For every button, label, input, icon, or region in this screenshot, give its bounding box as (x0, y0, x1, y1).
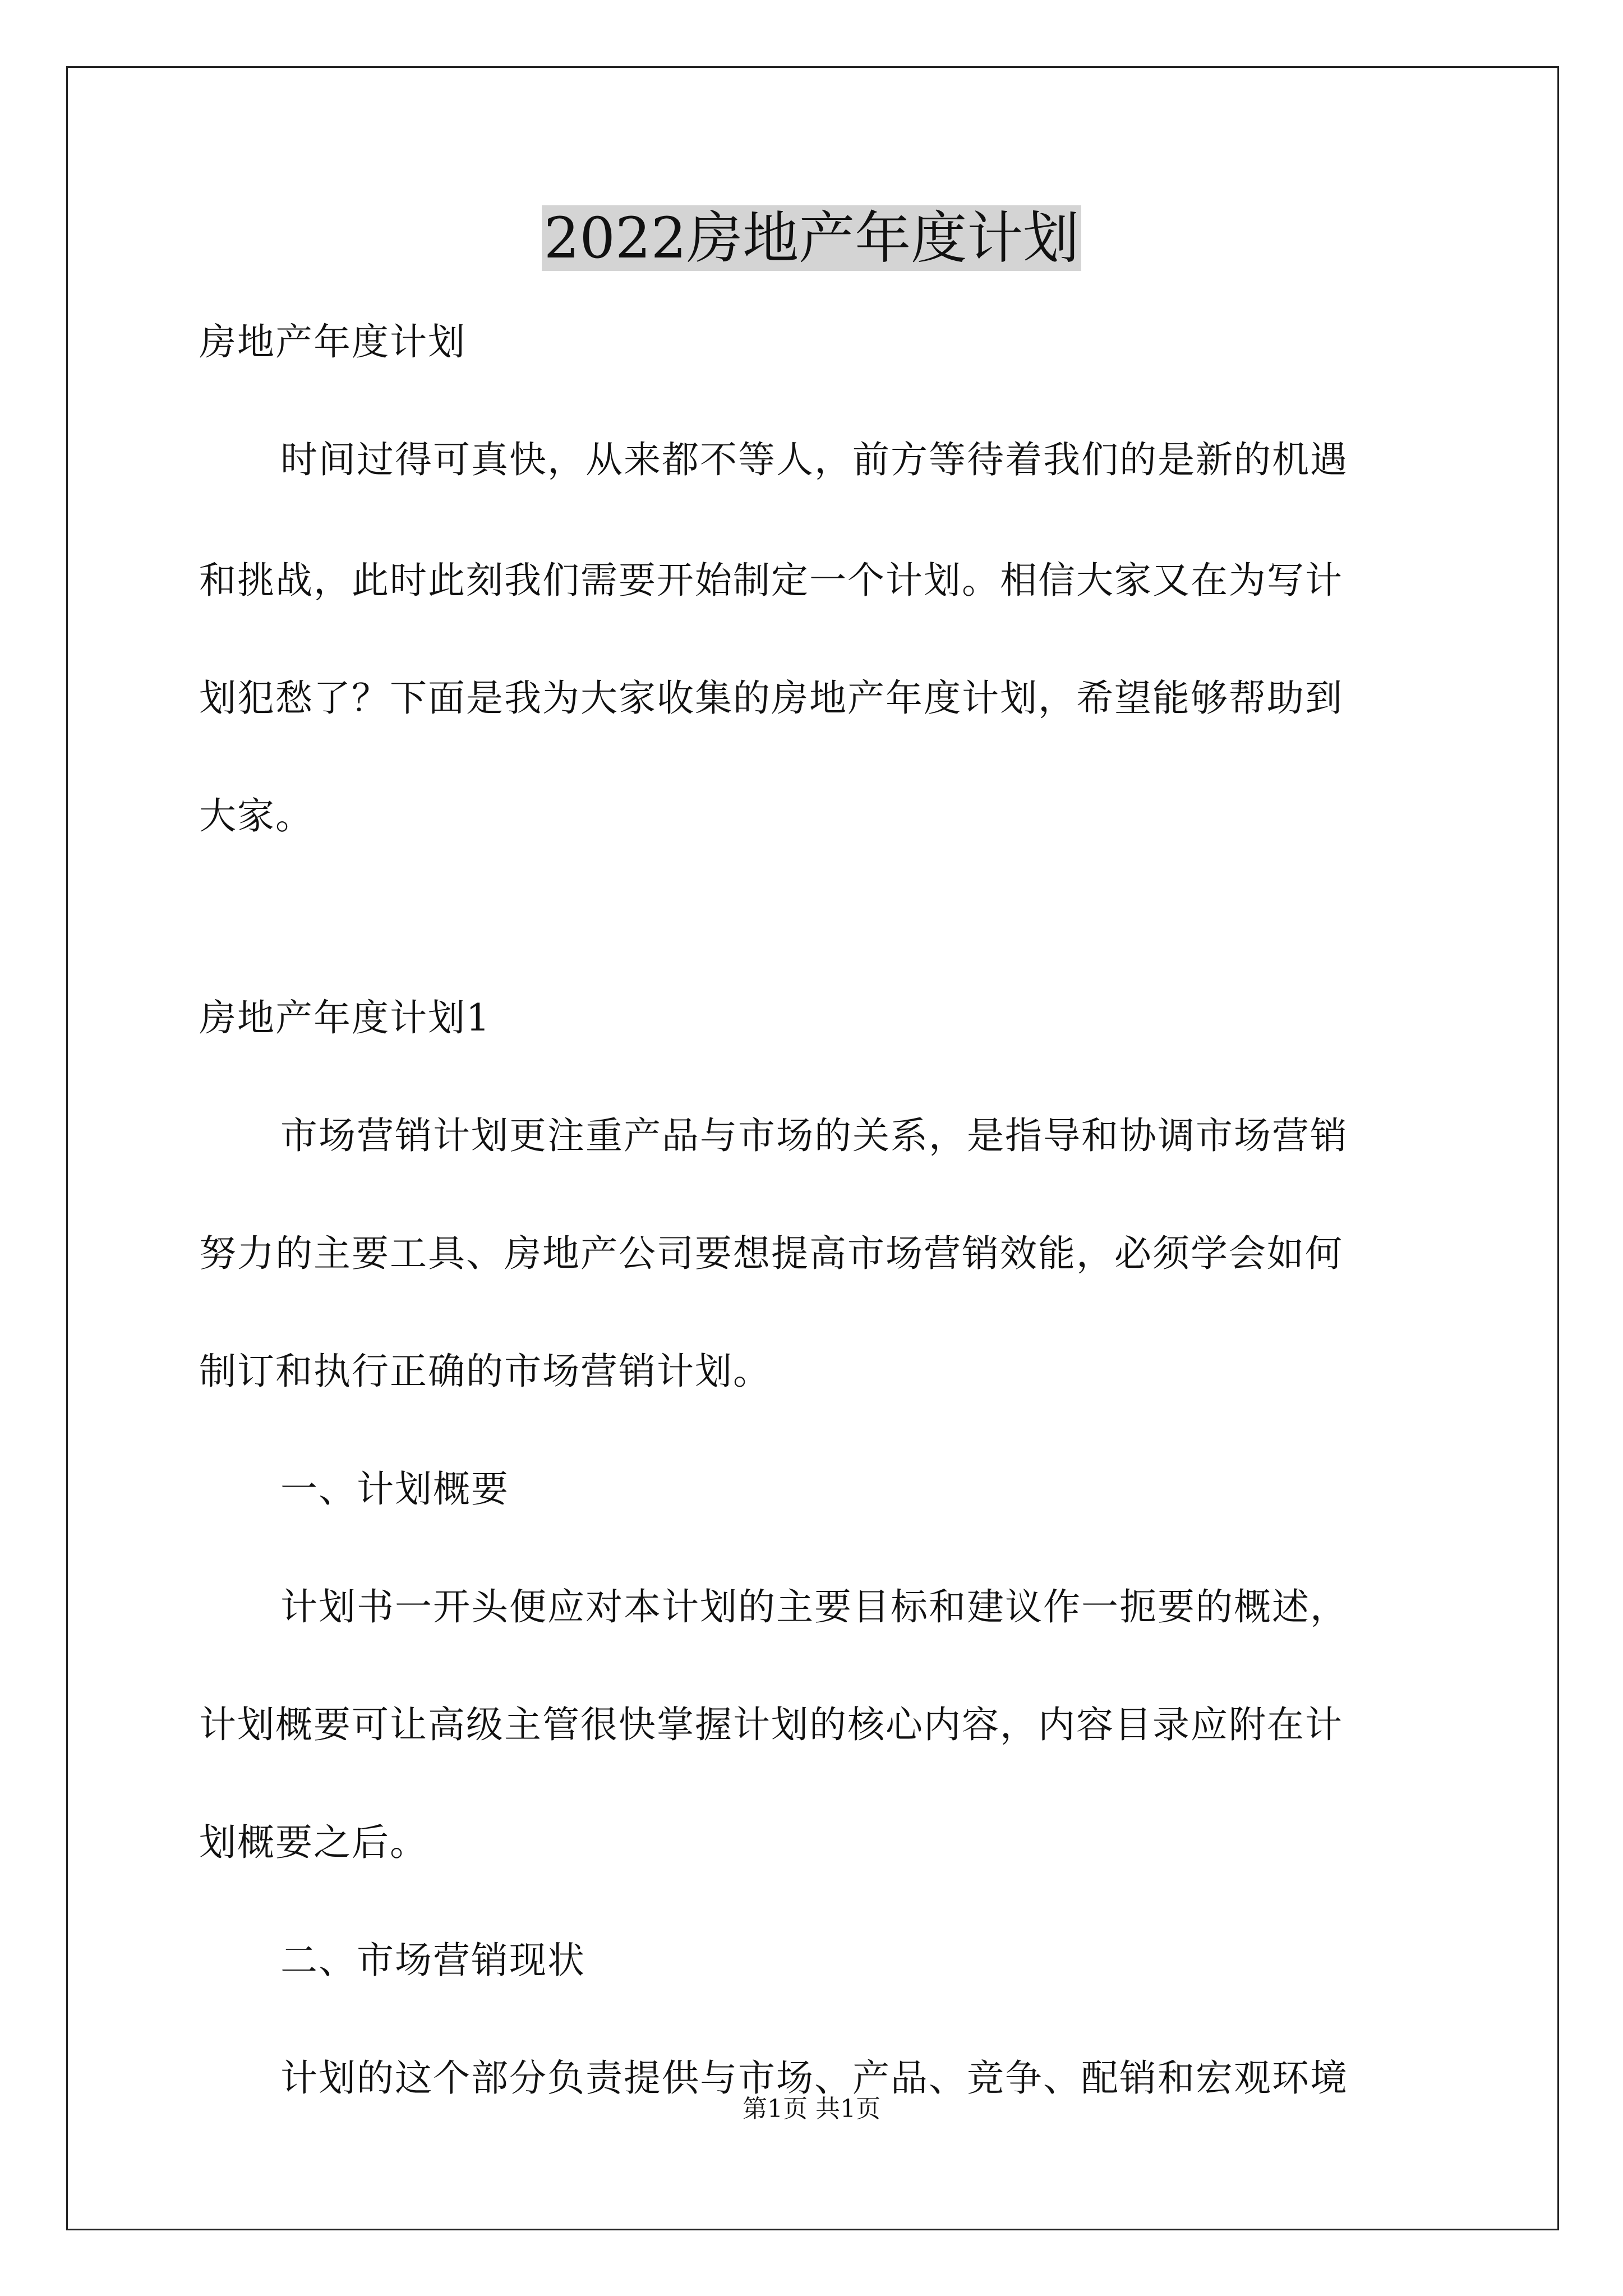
paragraph-line: 市场营销计划更注重产品与市场的关系，是指导和协调市场营销 (280, 1114, 1348, 1157)
paragraph-line: 努力的主要工具、房地产公司要想提高市场营销效能，必须学会如何 (199, 1232, 1343, 1275)
paragraph-line: 划概要之后。 (199, 1821, 428, 1864)
subsection-heading: 一、计划概要 (280, 1467, 509, 1511)
paragraph-line: 制订和执行正确的市场营销计划。 (199, 1350, 771, 1393)
paragraph-line: 划犯愁了？下面是我为大家收集的房地产年度计划，希望能够帮助到 (199, 677, 1343, 720)
page-footer: 第1页 共1页 (743, 2095, 880, 2123)
paragraph-line: 时间过得可真快，从来都不等人，前方等待着我们的是新的机遇 (280, 438, 1348, 481)
document-title (0, 199, 1623, 278)
document-title-text: 2022房地产年度计划 (542, 205, 1082, 271)
section-heading: 房地产年度计划1 (199, 996, 491, 1039)
paragraph-line: 和挑战，此时此刻我们需要开始制定一个计划。相信大家又在为写计 (199, 559, 1343, 602)
paragraph-line: 大家。 (199, 794, 313, 838)
subtitle-line: 房地产年度计划 (199, 320, 466, 364)
subsection-heading: 二、市场营销现状 (280, 1939, 585, 1982)
paragraph-line: 计划的这个部分负责提供与市场、产品、竞争、配销和宏观环境 (280, 2056, 1348, 2100)
paragraph-line: 计划概要可让高级主管很快掌握计划的核心内容，内容目录应附在计 (199, 1703, 1343, 1746)
paragraph-line: 计划书一开头便应对本计划的主要目标和建议作一扼要的概述， (280, 1585, 1348, 1628)
